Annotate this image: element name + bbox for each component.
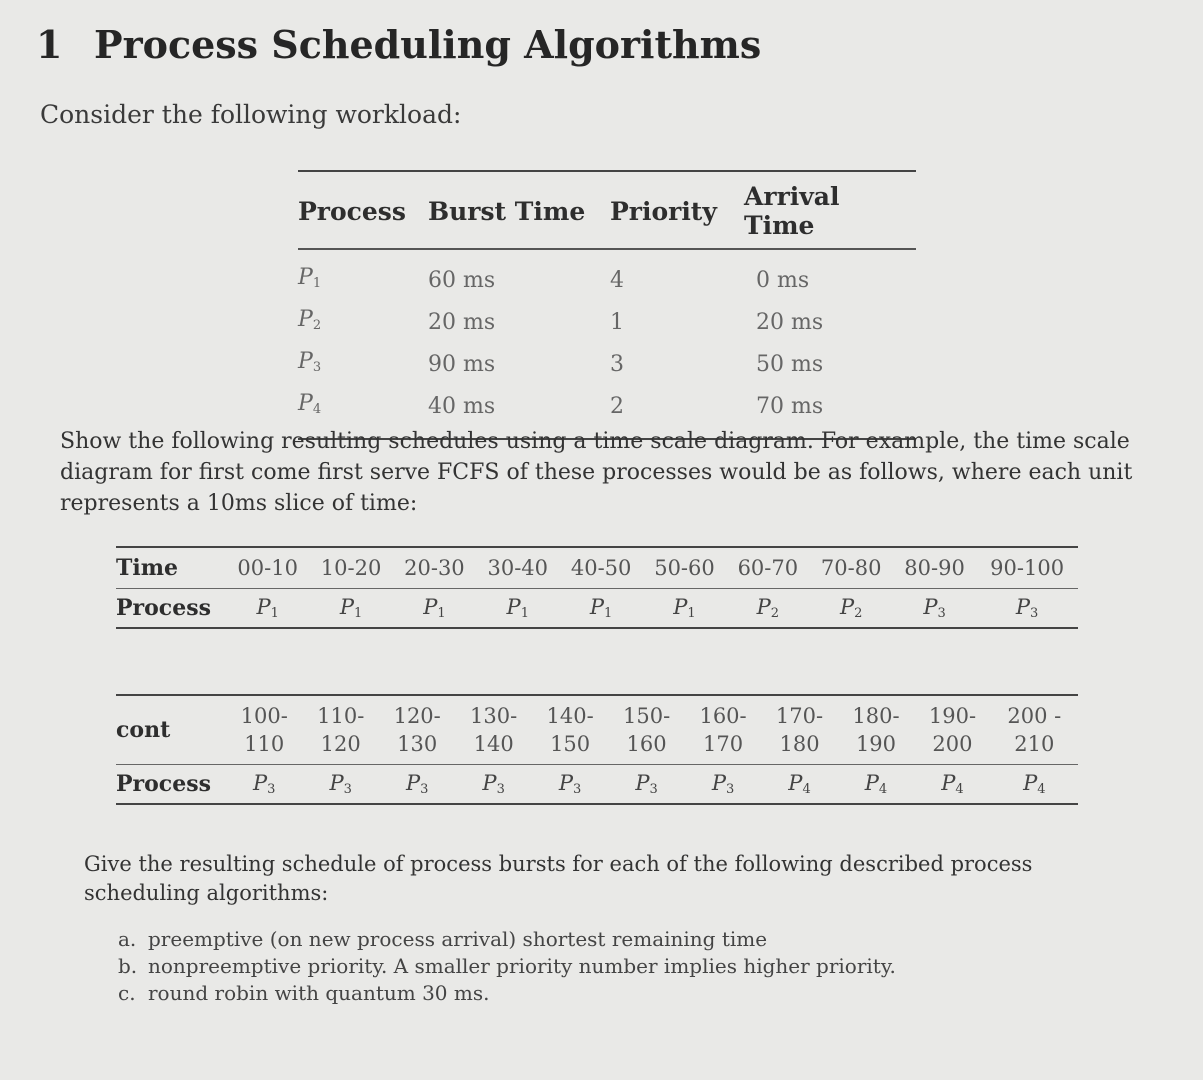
process-label: Process	[116, 595, 211, 621]
slot-process: $P_4$	[1023, 771, 1046, 797]
priority-cell: 4	[610, 268, 624, 293]
process-row	[116, 765, 1078, 805]
process-row	[116, 589, 1078, 629]
arrival-cell: 0 ms	[756, 268, 810, 293]
process-cell: $P_2$	[298, 307, 322, 333]
table-row	[298, 344, 916, 386]
process-cell: $P_4$	[298, 391, 322, 417]
priority-cell: 2	[610, 394, 624, 419]
slot-process: $P_2$	[839, 595, 863, 621]
burst-cell: 20 ms	[428, 310, 496, 335]
time-slot: 80-90	[893, 547, 976, 589]
slot-process: $P_3$	[635, 771, 658, 797]
slot-process: $P_4$	[941, 771, 964, 797]
algorithm-list	[118, 926, 896, 1007]
time-slot: 90-100	[976, 547, 1078, 589]
section-heading	[36, 22, 761, 67]
time-slot: 10-20	[309, 547, 392, 589]
workload-table	[298, 170, 916, 440]
slot-process: $P_3$	[329, 771, 352, 797]
section-number: 1	[36, 22, 63, 67]
cont-label: cont	[116, 695, 226, 765]
fcfs-timescale-part2	[116, 694, 1078, 805]
slot-process: $P_4$	[864, 771, 888, 797]
process-cell: $P_1$	[298, 265, 322, 291]
arrival-cell: 50 ms	[756, 352, 824, 377]
table-row	[298, 249, 916, 302]
time-slot: 50-60	[643, 547, 726, 589]
slot-process: $P_1$	[423, 595, 446, 621]
intro-text: Consider the following workload:	[40, 100, 462, 129]
slot-process: $P_1$	[673, 595, 696, 621]
header-priority: Priority	[610, 171, 744, 249]
time-slot: 140- 150	[532, 695, 608, 765]
slot-process: $P_1$	[506, 595, 529, 621]
header-burst-time: Burst Time	[428, 171, 610, 249]
burst-cell: 90 ms	[428, 352, 496, 377]
time-slot: 100- 110	[226, 695, 302, 765]
time-slot: 180- 190	[838, 695, 914, 765]
slot-process: $P_3$	[923, 595, 946, 621]
arrival-cell: 20 ms	[756, 310, 824, 335]
arrival-cell: 70 ms	[756, 394, 824, 419]
header-process: Process	[298, 171, 428, 249]
time-slot: 60-70	[726, 547, 809, 589]
header-arrival-time: Arrival Time	[744, 171, 916, 249]
burst-cell: 60 ms	[428, 268, 496, 293]
workload-header-row	[298, 171, 916, 249]
slot-process: $P_3$	[253, 771, 276, 797]
slot-process: $P_1$	[589, 595, 613, 621]
slot-process: $P_4$	[788, 771, 811, 797]
time-row	[116, 547, 1078, 589]
fcfs-timescale-part1	[116, 546, 1078, 629]
time-slot: 160- 170	[685, 695, 761, 765]
time-label: Time	[116, 547, 226, 589]
question-prompt: Give the resulting schedule of process bursts for each of the following described process scheduling algorithms:	[84, 852, 1033, 905]
time-slot: 70-80	[810, 547, 893, 589]
list-item: c. round robin with quantum 30 ms.	[118, 981, 490, 1005]
slot-process: $P_3$	[558, 771, 582, 797]
process-label: Process	[116, 771, 211, 797]
slot-process: $P_3$	[482, 771, 505, 797]
time-row	[116, 695, 1078, 765]
slot-process: $P_1$	[339, 595, 363, 621]
time-slot: 30-40	[476, 547, 559, 589]
time-slot: 40-50	[559, 547, 642, 589]
slot-process: $P_1$	[256, 595, 279, 621]
slot-process: $P_3$	[405, 771, 429, 797]
section-title: Process Scheduling Algorithms	[94, 22, 762, 67]
instructions-paragraph: Show the following resulting schedules using a time scale diagram. For example, the time scale diagram for first come first serve FCFS of these processes would be as follows, where each unit represents a 10ms slice of time:	[60, 429, 1133, 516]
table-row	[298, 302, 916, 344]
burst-cell: 40 ms	[428, 394, 496, 419]
list-item: a. preemptive (on new process arrival) shortest remaining time	[118, 927, 768, 951]
time-slot: 130- 140	[455, 695, 531, 765]
slot-process: $P_2$	[756, 595, 780, 621]
time-slot: 120- 130	[379, 695, 455, 765]
list-item: b. nonpreemptive priority. A smaller priority number implies higher priority.	[118, 954, 896, 978]
process-cell: $P_3$	[298, 349, 322, 375]
time-slot: 20-30	[393, 547, 476, 589]
time-slot: 110- 120	[302, 695, 378, 765]
slot-process: $P_3$	[1015, 595, 1039, 621]
slot-process: $P_3$	[711, 771, 735, 797]
time-slot: 150- 160	[608, 695, 684, 765]
priority-cell: 3	[610, 352, 624, 377]
time-slot: 200 - 210	[991, 695, 1078, 765]
time-slot: 190- 200	[914, 695, 990, 765]
time-slot: 00-10	[226, 547, 309, 589]
priority-cell: 1	[610, 310, 624, 335]
time-slot: 170- 180	[761, 695, 837, 765]
